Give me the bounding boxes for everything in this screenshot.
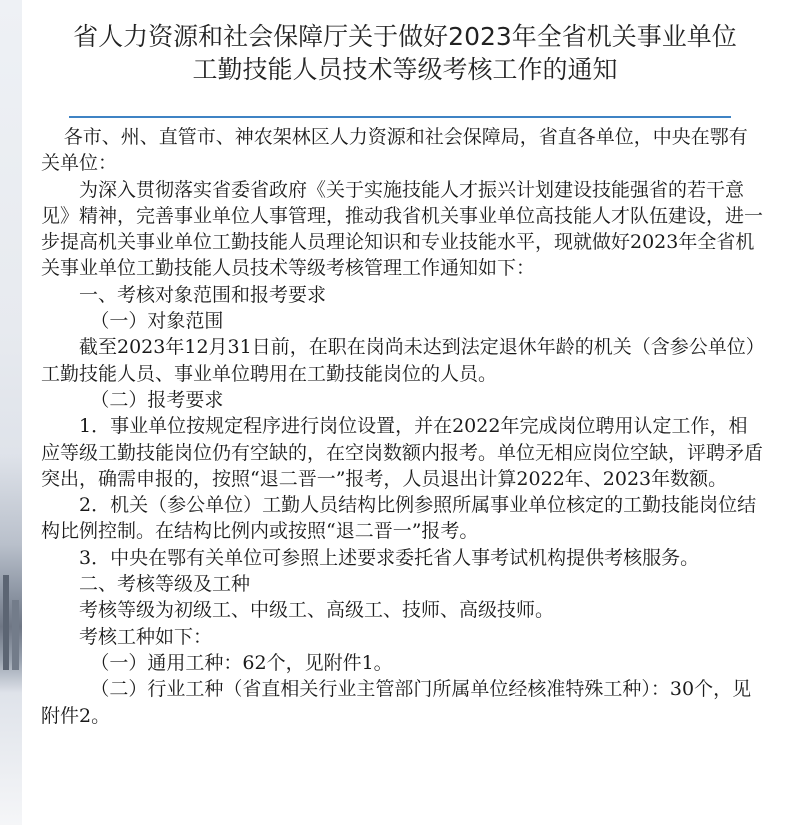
paragraph-addressee: 各市、州、直管市、神农架林区人力资源和社会保障局，省直各单位，中央在鄂有关单位： — [41, 126, 748, 175]
article-body — [41, 124, 765, 729]
paragraph-type1: （一）通用工种：62个，见附件1。 — [90, 651, 393, 674]
article-title-line-2: 工勤技能人员技术等级考核工作的通知 — [192, 55, 618, 84]
paragraph-h1-2: （二）报考要求 — [90, 388, 224, 411]
paragraph-h1-1: （一）对象范围 — [90, 310, 224, 333]
building-silhouette — [3, 575, 9, 670]
paragraph-intro: 为深入贯彻落实省委省政府《关于实施技能人才振兴计划建设技能强省的若干意见》精神，完善事业单位人事管理，推动我省机关事业单位高技能人才队伍建设，进一步提高机关事业单位工勤技能人员理论知识和专业技能水平，现就做好2023年全省机关事业单位工勤技能人员技术等级考核管理工作通知如下： — [41, 178, 764, 280]
paragraph-h1: 一、考核对象范围和报考要求 — [79, 283, 327, 306]
paragraph-scope: 截至2023年12月31日前，在职在岗尚未达到法定退休年龄的机关（含参公单位）工勤技能人员、事业单位聘用在工勤技能岗位的人员。 — [41, 336, 765, 385]
paragraph-h2: 二、考核等级及工种 — [79, 573, 251, 596]
title-divider — [69, 116, 731, 118]
paragraph-type2: （二）行业工种（省直相关行业主管部门所属单位经核准特殊工种）：30个，见附件2。 — [41, 678, 752, 727]
paragraph-req2: 2．机关（参公单位）工勤人员结构比例参照所属事业单位核定的工勤技能岗位结构比例控制。在结构比例内或按照“退二晋一”报考。 — [41, 494, 757, 543]
paragraph-req1: 1．事业单位按规定程序进行岗位设置，并在2022年完成岗位聘用认定工作，相应等级工勤技能岗位仍有空缺的，在空岗数额内报考。单位无相应岗位空缺，评聘矛盾突出，确需申报的，按照“退二晋一”报考，人员退出计算2022年、2023年数额。 — [41, 415, 764, 490]
paragraph-levels: 考核等级为初级工、中级工、高级工、技师、高级技师。 — [79, 599, 555, 622]
paragraph-req3: 3．中央在鄂有关单位可参照上述要求委托省人事考试机构提供考核服务。 — [79, 546, 700, 569]
paragraph-types: 考核工种如下： — [79, 625, 213, 648]
article-title — [22, 20, 788, 86]
article-title-line-1: 省人力资源和社会保障厅关于做好2023年全省机关事业单位 — [73, 22, 737, 51]
article — [22, 0, 788, 825]
building-silhouette — [12, 600, 19, 670]
left-background-strip — [0, 0, 22, 825]
